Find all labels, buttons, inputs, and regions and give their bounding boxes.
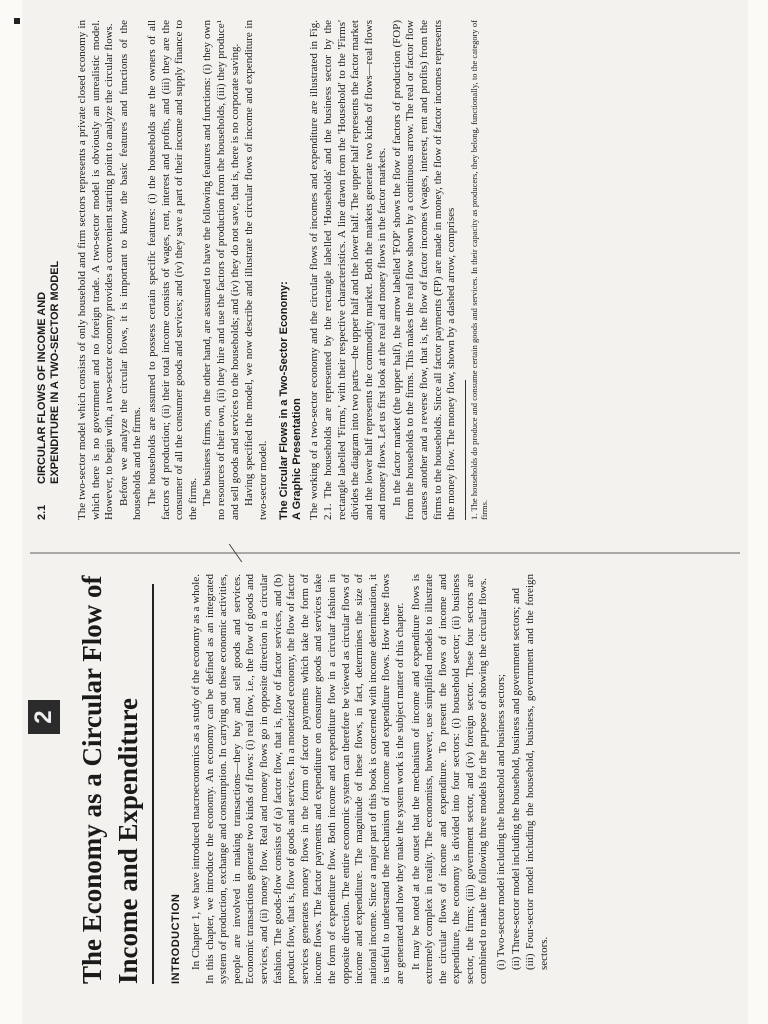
body-paragraph: In the factor market (the upper half), the arrow labelled 'FOP' shows the flow of factors of production (FOP) from the households to the firms. This makes the real flow shown by a continuous arrow. The real or factor flow causes another and a reverse flow, that is, the flow of factor incomes (wages, interest, rent and profits) from the firms to the households. Since all factor payments (FP) are made in money, the flow of factor incomes represents the money flow. The money flow, shown by a dashed arrow, comprises — [390, 20, 458, 520]
body-paragraph: The households are assumed to possess certain specific features: (i) the households are the owners of all factors of production; (ii) their total income consists of wages, rent, interest and profits, and (iii) they are the consumer of all the consumer goods and services; and (iv) they save a part of their income and supply finance to the firms. — [145, 20, 199, 520]
section-title-line2: EXPENDITURE IN A TWO-SECTOR MODEL — [49, 260, 61, 484]
title-rule — [152, 584, 154, 984]
body-paragraph: The working of a two-sector economy and the circular flows of incomes and expenditure are illustrated in Fig. 2.1. The households are represented by the rectangle labelled 'Households' and the business sector by the rectangle labelled 'Firms,' with their respective characteristics. A line drawn from the 'Household' to the 'Firms' divides the diagram into two parts—the upper half and the lower half. The upper half represents the factor market and the lower half represents the commodity market. Both the markets generate two kinds of flows—real flows and money flows. Let us first look at the real and money flows in the factor markets. — [308, 20, 389, 520]
body-paragraph: Having specified the model, we now describe and illustrate the circular flows of income and expenditure in two-sector model. — [243, 20, 269, 520]
body-paragraph: The two-sector model which consists of only household and firm sectors represents a private closed economy in which there is no government and no foreign trade. A two-sector model is obviously an unrealistic model. However, to begin with, a two-sector economy provides a convenient starting point to analyze the circular flows. — [76, 20, 116, 520]
section-body — [76, 20, 489, 520]
subsection-heading — [278, 20, 304, 520]
intro-paragraph: In Chapter 1, we have introduced macroeconomics as a study of the economy as a whole. In this chapter, we introduce the economy. An economy can be defined as an integrated system of production, exchange and consumption. In carrying out these economic activities, people are involved in making transactions—they buy and sell goods and services. Economic transactions generate two kinds of flows: (i) real flow, i.e., the flow of goods and services, and (ii) money flow. Real and money flows go in opposite direction in a circular fashion. The goods-flow consists of (a) factor flow, that is, flow of factor services, and (b) product flow, that is, flow of goods and services. In a monetized economy, the flow of factor services generates money flows in the form of factor payments which take the form of income flows. The factor payments and expenditure on consumer goods and services take the form of expenditure flow. Both income and expenditure flow in a circular fashion in opposite direction. The entire economic system can therefore be viewed as circular flows of income and expenditure. The magnitude of these flows, in fact, determines the size of national income. Since a major part of this book is concerned with income determination, it is useful to understand the mechanism of income and expenditure flows. How these flows are generated and how they make the system work is the subject matter of this chapter. — [190, 574, 406, 984]
model-list — [495, 574, 551, 984]
section-heading — [36, 20, 62, 520]
introduction-body — [190, 574, 552, 984]
section-title-line1: CIRCULAR FLOWS OF INCOME AND — [36, 291, 48, 484]
section-number: 2.1 — [36, 504, 48, 520]
footnote-rule — [465, 380, 466, 520]
right-page — [0, 12, 768, 542]
footnote: 1. The households do produce and consume certain goods and services. In their capacity as producers, they belong, functionally, to the category of firms. — [468, 20, 489, 520]
body-paragraph: Before we analyze the circular flows, it is important to know the basic features and functions of the households and the firms. — [117, 20, 144, 520]
model-list-item: (iii) Four-sector model including the household, business, government and the foreign sectors. — [524, 574, 550, 970]
introduction-heading: INTRODUCTION — [170, 893, 182, 984]
intro-paragraph: It may be noted at the outset that the mechanism of income and expenditure flows is extremely complex in reality. The economists, however, use simplified models to illustrate the circular flows of income and expenditure. To present the flows of income and expenditure, the economy is divided into four sectors: (i) household sector; (ii) business sector, the firms; (iii) government sector, and (iv) foreign sector. These four sectors are combined to make the following three models for the purpose of showing the circular flows. — [409, 574, 490, 984]
model-list-item: (ii) Three-sector model including the household, business and government sectors; and — [509, 588, 522, 970]
left-page — [0, 554, 768, 1024]
chapter-title: The Economy as a Circular Flow of Income and Expenditure — [77, 575, 143, 984]
subsection-title-line1: The Circular Flows in a Two-Sector Economy: — [278, 281, 291, 520]
chapter-number-badge: 2 — [28, 700, 60, 734]
subsection-title-line2: A Graphic Presentation — [291, 398, 304, 520]
model-list-item: (i) Two-sector model including the household and business sectors; — [495, 674, 508, 970]
body-paragraph: The business firms, on the other hand, are assumed to have the following features and functions: (i) they own no resources of their own, (ii) they hire and use the factors of production from the households, (iii) they produce¹ and sell goods and services to the households; and (iv) they do not save, that is, there is no corporate saving. — [201, 20, 241, 520]
